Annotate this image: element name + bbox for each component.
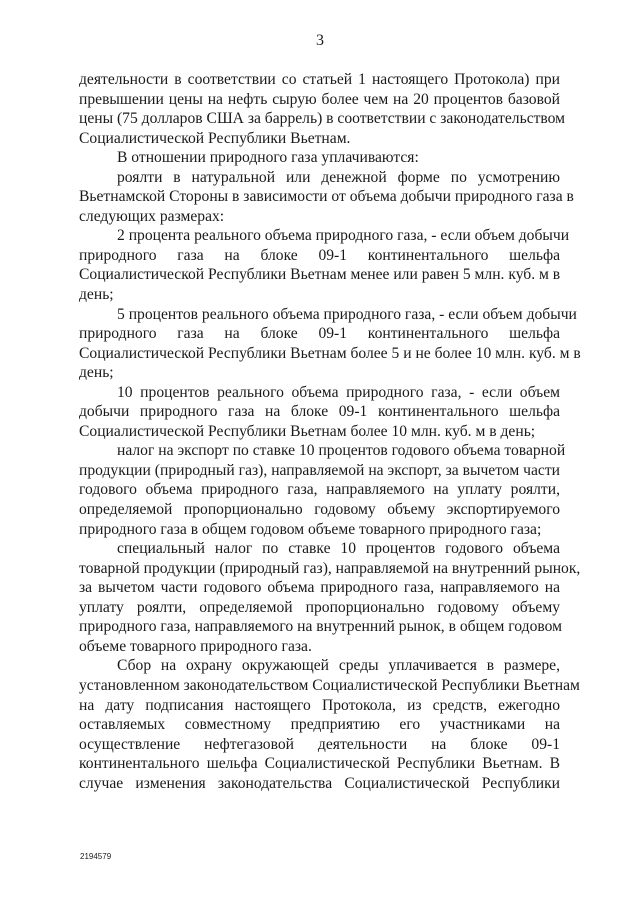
text-line: континентального шельфа Социалистической Республики Вьетнам. В bbox=[79, 755, 560, 773]
text-line: установленном законодательством Социалистической Республики Вьетнам bbox=[79, 676, 580, 694]
text-line: налог на экспорт по ставке 10 процентов годового объема товарной bbox=[117, 442, 566, 460]
text-line: природного газа на блоке 09-1 континентального шельфа bbox=[79, 246, 560, 264]
text-line: природного газа, направляемого на внутренний рынок, в общем годовом bbox=[79, 618, 562, 636]
page-number: 3 bbox=[316, 32, 324, 49]
paragraph bbox=[79, 226, 570, 304]
text-line: за вычетом части годового объема природного газа, направляемого на bbox=[79, 579, 560, 597]
text-line: роялти в натуральной или денежной форме по усмотрению bbox=[117, 168, 560, 186]
paragraph bbox=[79, 70, 566, 148]
text-line: Социалистической Республики Вьетнам. bbox=[79, 129, 351, 147]
text-line: Вьетнамской Стороны в зависимости от объема добычи природного газа в bbox=[79, 188, 574, 206]
text-line: Социалистической Республики Вьетнам менее или равен 5 млн. куб. м в bbox=[79, 266, 561, 284]
paragraph bbox=[79, 539, 581, 656]
text-line: на дату подписания настоящего Протокола, из средств, ежегодно bbox=[79, 696, 560, 714]
text-line: Сбор на охрану окружающей среды уплачивается в размере, bbox=[117, 657, 560, 675]
text-line: случае изменения законодательства Социалистической Республики bbox=[79, 774, 560, 792]
text-line: природного газа на блоке 09-1 континентального шельфа bbox=[79, 325, 560, 343]
paragraph bbox=[79, 305, 581, 383]
text-line: превышении цены на нефть сырую более чем на 20 процентов базовой bbox=[79, 90, 560, 108]
text-line: цены (75 долларов США за баррель) в соответствии с законодательством bbox=[79, 110, 566, 128]
text-line: 5 процентов реального объема природного газа, - если объем добычи bbox=[117, 305, 577, 323]
text-line: продукции (природный газ), направляемой на экспорт, за вычетом части bbox=[79, 461, 560, 479]
text-line: 10 процентов реального объема природного газа, - если объем bbox=[117, 383, 560, 401]
text-line: день; bbox=[79, 364, 114, 382]
text-line: 2 процента реального объема природного газа, - если объем добычи bbox=[117, 227, 570, 245]
text-line: следующих размерах: bbox=[79, 207, 225, 225]
text-line: день; bbox=[79, 286, 114, 304]
document-id: 2194579 bbox=[80, 852, 112, 861]
text-line: товарной продукции (природный газ), направляемой на внутренний рынок, bbox=[79, 559, 581, 577]
paragraph bbox=[79, 441, 566, 539]
text-line: добычи природного газа на блоке 09-1 континентального шельфа bbox=[79, 403, 560, 421]
text-line: осуществление нефтегазовой деятельности на блоке 09-1 bbox=[79, 735, 560, 753]
document-body bbox=[79, 70, 581, 793]
paragraph bbox=[79, 383, 560, 442]
text-line: специальный налог по ставке 10 процентов годового объема bbox=[117, 540, 560, 558]
paragraph bbox=[79, 148, 560, 168]
text-line: уплату роялти, определяемой пропорционально годовому объему bbox=[79, 598, 560, 616]
text-line: объеме товарного природного газа. bbox=[79, 637, 312, 655]
text-line: оставляемых совместному предприятию его участниками на bbox=[79, 716, 560, 734]
paragraph bbox=[79, 656, 580, 793]
text-line: Социалистической Республики Вьетнам более 10 млн. куб. м в день; bbox=[79, 422, 536, 440]
text-line: В отношении природного газа уплачиваются: bbox=[117, 149, 419, 167]
text-line: Социалистической Республики Вьетнам более 5 и не более 10 млн. куб. м в bbox=[79, 344, 581, 362]
paragraph bbox=[79, 168, 574, 227]
text-line: природного газа в общем годовом объеме товарного природного газа; bbox=[79, 520, 542, 538]
text-line: определяемой пропорционально годовому объему экспортируемого bbox=[79, 501, 560, 519]
text-line: годового объема природного газа, направляемого на уплату роялти, bbox=[79, 481, 560, 499]
text-line: деятельности в соответствии со статьей 1 настоящего Протокола) при bbox=[79, 71, 560, 88]
